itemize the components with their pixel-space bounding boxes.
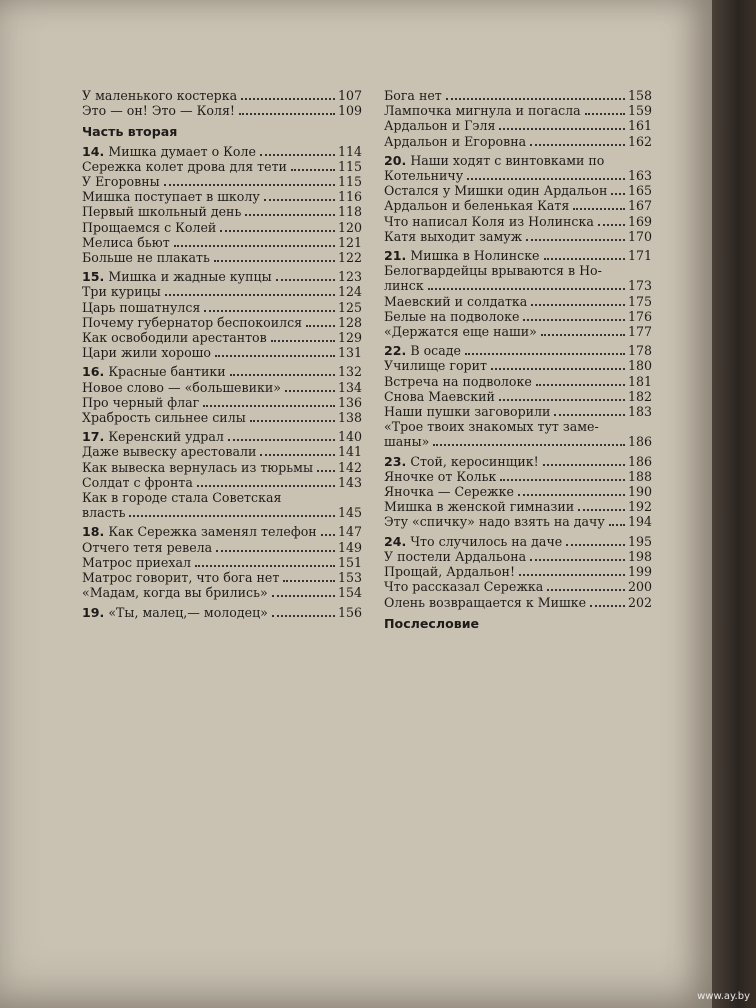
entry-title: Снова Маевский bbox=[384, 388, 495, 404]
dot-leader bbox=[526, 239, 625, 241]
dot-leader bbox=[499, 128, 625, 130]
toc-entry bbox=[384, 294, 652, 309]
entry-title: В осаде bbox=[410, 343, 461, 359]
chapter-number: 15. bbox=[82, 269, 105, 285]
chapter-number: 17. bbox=[82, 429, 105, 445]
entry-title: Что написал Коля из Нолинска bbox=[384, 213, 594, 229]
page-number: 181 bbox=[627, 373, 652, 389]
dot-leader bbox=[203, 405, 335, 407]
entry-title: Училище горит bbox=[384, 358, 487, 374]
toc-entry bbox=[82, 460, 362, 475]
page-number: 161 bbox=[627, 118, 652, 134]
toc-entry bbox=[384, 214, 652, 229]
entry-title: Как вывеска вернулась из тюрьмы bbox=[82, 459, 313, 475]
entry-title: Стой, керосинщик! bbox=[410, 453, 539, 469]
toc-entry bbox=[82, 380, 362, 395]
entry-title: Катя выходит замуж bbox=[384, 228, 523, 244]
toc-entry bbox=[384, 374, 652, 389]
toc-entry bbox=[384, 469, 652, 484]
page-number: 192 bbox=[627, 499, 652, 515]
toc-entry bbox=[82, 475, 362, 490]
page-number: 121 bbox=[337, 234, 362, 250]
toc-chapter-entry bbox=[384, 454, 652, 469]
entry-title: Мишка поступает в школу bbox=[82, 189, 260, 205]
entry-title: Котельничу bbox=[384, 168, 464, 184]
dot-leader bbox=[530, 144, 625, 146]
entry-title: Отчего тетя ревела bbox=[82, 539, 213, 555]
page-number: 114 bbox=[337, 143, 362, 159]
entry-title: Лампочка мигнула и погасла bbox=[384, 103, 581, 119]
toc-entry bbox=[82, 159, 362, 174]
page-number: 190 bbox=[627, 484, 652, 500]
toc-entry bbox=[82, 88, 362, 103]
page-number: 167 bbox=[627, 198, 652, 214]
dot-leader bbox=[272, 615, 335, 617]
dot-leader bbox=[317, 470, 335, 472]
dot-leader bbox=[491, 368, 625, 370]
page-number: 120 bbox=[337, 219, 362, 235]
page-number: 118 bbox=[337, 204, 362, 220]
dot-leader bbox=[523, 319, 625, 321]
dot-leader bbox=[530, 559, 625, 561]
page-number: 109 bbox=[337, 103, 362, 119]
dot-leader bbox=[590, 605, 625, 607]
entry-title: Даже вывеску арестовали bbox=[82, 444, 257, 460]
toc-entry bbox=[82, 220, 362, 235]
dot-leader bbox=[578, 509, 625, 511]
entry-title: шаны» bbox=[384, 434, 430, 450]
dot-leader bbox=[465, 353, 625, 355]
toc-entry bbox=[384, 499, 652, 514]
dot-leader bbox=[519, 574, 625, 576]
entry-title: Три курицы bbox=[82, 284, 161, 300]
chapter-number: 19. bbox=[82, 604, 105, 620]
entry-title: Мишка в Нолинске bbox=[410, 248, 540, 264]
toc-section-heading: Послесловие bbox=[384, 615, 480, 631]
toc-entry bbox=[384, 118, 652, 133]
dot-leader bbox=[271, 340, 335, 342]
toc-entry bbox=[384, 514, 652, 529]
page-number: 202 bbox=[627, 594, 652, 610]
dot-leader bbox=[609, 524, 625, 526]
toc-entry bbox=[384, 229, 652, 244]
page-number: 107 bbox=[337, 88, 362, 103]
chapter-number: 14. bbox=[82, 143, 105, 159]
page-number: 165 bbox=[627, 183, 652, 199]
page-number: 195 bbox=[627, 533, 652, 549]
dot-leader bbox=[204, 310, 335, 312]
dot-leader bbox=[585, 113, 625, 115]
entry-title: Яночка — Сережке bbox=[384, 484, 514, 500]
page-number: 134 bbox=[337, 379, 362, 395]
page-number: 125 bbox=[337, 299, 362, 315]
dot-leader bbox=[276, 279, 335, 281]
toc-entry bbox=[384, 309, 652, 324]
toc-entry bbox=[384, 358, 652, 373]
entry-title: Мелиса бьют bbox=[82, 234, 170, 250]
page-number: 163 bbox=[627, 168, 652, 184]
toc-chapter-entry bbox=[384, 534, 652, 549]
page-number: 115 bbox=[337, 158, 362, 174]
entry-title: Ардальон и беленькая Катя bbox=[384, 198, 570, 214]
dot-leader bbox=[467, 178, 625, 180]
page-number: 199 bbox=[627, 564, 652, 580]
dot-leader bbox=[547, 589, 625, 591]
entry-title: Царь пошатнулся bbox=[82, 299, 201, 315]
entry-title: Эту «спичку» надо взять на дачу bbox=[384, 514, 605, 530]
toc-chapter-entry bbox=[82, 605, 362, 620]
toc-entry bbox=[384, 404, 652, 419]
page-number: 116 bbox=[337, 189, 362, 205]
dot-leader bbox=[215, 355, 335, 357]
entry-title: Матрос приехал bbox=[82, 554, 191, 570]
dot-leader bbox=[531, 304, 625, 306]
page-number: 129 bbox=[337, 330, 362, 346]
toc-entry bbox=[82, 585, 362, 600]
toc-entry bbox=[82, 189, 362, 204]
dot-leader bbox=[228, 439, 335, 441]
toc-entry bbox=[384, 484, 652, 499]
entry-title: линск bbox=[384, 278, 424, 294]
toc-chapter-entry bbox=[384, 153, 652, 168]
entry-title: Что случилось на даче bbox=[410, 533, 563, 549]
dot-leader bbox=[230, 374, 335, 376]
page-number: 140 bbox=[337, 429, 362, 445]
dot-leader bbox=[536, 384, 625, 386]
dot-leader bbox=[285, 390, 335, 392]
entry-title: У маленького костерка bbox=[82, 88, 238, 103]
page-number: 158 bbox=[627, 88, 652, 103]
entry-title: Прощай, Ардальон! bbox=[384, 564, 515, 580]
book-spine bbox=[712, 0, 756, 1008]
entry-title: Матрос говорит, что бога нет bbox=[82, 570, 280, 586]
dot-leader bbox=[245, 214, 335, 216]
dot-leader bbox=[260, 154, 335, 156]
toc-entry bbox=[384, 198, 652, 213]
toc-entry bbox=[82, 505, 362, 520]
chapter-number: 16. bbox=[82, 364, 105, 380]
page-number: 175 bbox=[627, 293, 652, 309]
toc-chapter-entry bbox=[384, 248, 652, 263]
toc-entry bbox=[82, 395, 362, 410]
dot-leader bbox=[195, 565, 335, 567]
entry-title: Мишка думает о Коле bbox=[108, 143, 256, 159]
entry-title: Прощаемся с Колей bbox=[82, 219, 217, 235]
entry-title: Почему губернатор беспокоился bbox=[82, 314, 303, 330]
entry-title: У Егоровны bbox=[82, 174, 160, 190]
page-number: 132 bbox=[337, 364, 362, 380]
dot-leader bbox=[283, 580, 335, 582]
toc-entry bbox=[384, 103, 652, 118]
toc-entry bbox=[82, 570, 362, 585]
toc-entry bbox=[82, 204, 362, 219]
page-number: 124 bbox=[337, 284, 362, 300]
dot-leader bbox=[499, 399, 625, 401]
entry-title: «Ты, малец,— молодец» bbox=[108, 604, 268, 620]
entry-title: Наши пушки заговорили bbox=[384, 404, 551, 420]
toc-chapter-entry bbox=[384, 343, 652, 358]
dot-leader bbox=[598, 224, 625, 226]
page-number: 180 bbox=[627, 358, 652, 374]
dot-leader bbox=[554, 414, 624, 416]
entry-title: Белогвардейцы врываются в Но- bbox=[384, 263, 602, 279]
page-number: 200 bbox=[627, 579, 652, 595]
toc-entry bbox=[82, 444, 362, 459]
entry-title: власть bbox=[82, 505, 126, 521]
toc-entry bbox=[384, 564, 652, 579]
toc-entry bbox=[384, 595, 652, 610]
entry-title: Ардальон и Егоровна bbox=[384, 133, 527, 149]
toc-entry bbox=[82, 103, 362, 118]
toc-entry bbox=[384, 168, 652, 183]
page-number: 154 bbox=[337, 585, 362, 601]
page-number: 123 bbox=[337, 269, 362, 285]
page-number: 156 bbox=[337, 604, 362, 620]
dot-leader bbox=[433, 444, 625, 446]
page-number: 194 bbox=[627, 514, 652, 530]
dot-leader bbox=[543, 464, 625, 466]
toc-entry bbox=[384, 183, 652, 198]
toc-entry bbox=[82, 345, 362, 360]
toc-entry bbox=[82, 555, 362, 570]
page-number: 142 bbox=[337, 459, 362, 475]
toc-chapter-entry bbox=[82, 144, 362, 159]
entry-title: У постели Ардальона bbox=[384, 548, 527, 564]
page-number: 177 bbox=[627, 324, 652, 340]
dot-leader bbox=[164, 184, 335, 186]
dot-leader bbox=[214, 260, 335, 262]
toc-entry bbox=[384, 134, 652, 149]
entry-title: Сережка колет дрова для тети bbox=[82, 158, 287, 174]
toc-entry bbox=[82, 174, 362, 189]
dot-leader bbox=[272, 595, 335, 597]
toc-chapter-entry bbox=[82, 269, 362, 284]
page-number: 198 bbox=[627, 548, 652, 564]
toc-entry bbox=[82, 490, 362, 505]
page-number: 115 bbox=[337, 174, 362, 190]
page-number: 159 bbox=[627, 103, 652, 119]
page-number: 141 bbox=[337, 444, 362, 460]
entry-title: Красные бантики bbox=[108, 364, 226, 380]
dot-leader bbox=[611, 193, 625, 195]
entry-title: «Держатся еще наши» bbox=[384, 324, 537, 340]
dot-leader bbox=[500, 479, 625, 481]
entry-title: Солдат с фронта bbox=[82, 474, 193, 490]
entry-title: Мишка в женской гимназии bbox=[384, 499, 575, 515]
entry-title: Белые на подволоке bbox=[384, 308, 520, 324]
dot-leader bbox=[541, 334, 625, 336]
dot-leader bbox=[250, 420, 335, 422]
entry-title: Ардальон и Гэля bbox=[384, 118, 496, 134]
chapter-number: 24. bbox=[384, 533, 407, 549]
page-number: 183 bbox=[627, 404, 652, 420]
dot-leader bbox=[165, 294, 335, 296]
dot-leader bbox=[291, 169, 335, 171]
page-number: 128 bbox=[337, 314, 362, 330]
page-number: 178 bbox=[627, 343, 652, 359]
entry-title: Храбрость сильнее силы bbox=[82, 410, 246, 426]
dot-leader bbox=[220, 230, 335, 232]
entry-title: Что рассказал Сережка bbox=[384, 579, 544, 595]
toc-entry bbox=[384, 263, 652, 278]
page-number: 131 bbox=[337, 345, 362, 361]
toc-entry bbox=[82, 315, 362, 330]
dot-leader bbox=[129, 515, 334, 517]
toc-entry bbox=[384, 389, 652, 404]
dot-leader bbox=[264, 199, 335, 201]
dot-leader bbox=[573, 208, 625, 210]
page-number: 145 bbox=[337, 505, 362, 521]
toc-entry bbox=[384, 278, 652, 293]
toc-entry bbox=[384, 419, 652, 434]
chapter-number: 18. bbox=[82, 524, 105, 540]
entry-title: Яночке от Кольк bbox=[384, 468, 497, 484]
page-number: 173 bbox=[627, 278, 652, 294]
dot-leader bbox=[216, 550, 335, 552]
page-number: 171 bbox=[627, 248, 652, 264]
dot-leader bbox=[197, 485, 335, 487]
toc-chapter-entry bbox=[82, 364, 362, 379]
entry-title: Как Сережка заменял телефон bbox=[108, 524, 317, 540]
page-number: 151 bbox=[337, 554, 362, 570]
toc-entry bbox=[82, 284, 362, 299]
entry-title: Бога нет bbox=[384, 88, 442, 103]
entry-title: Цари жили хорошо bbox=[82, 345, 211, 361]
dot-leader bbox=[241, 98, 335, 100]
dot-leader bbox=[306, 325, 335, 327]
page-number: 170 bbox=[627, 228, 652, 244]
toc-entry bbox=[384, 324, 652, 339]
dot-leader bbox=[428, 288, 625, 290]
entry-title: Наши ходят с винтовками по bbox=[410, 152, 605, 168]
entry-title: Как освободили арестантов bbox=[82, 330, 267, 346]
entry-title: Остался у Мишки один Ардальон bbox=[384, 183, 608, 199]
toc-entry bbox=[82, 235, 362, 250]
page-number: 188 bbox=[627, 468, 652, 484]
dot-leader bbox=[260, 454, 335, 456]
dot-leader bbox=[544, 258, 625, 260]
page-number: 149 bbox=[337, 539, 362, 555]
dot-leader bbox=[518, 494, 625, 496]
dot-leader bbox=[174, 245, 335, 247]
toc-entry bbox=[82, 540, 362, 555]
entry-title: Первый школьный день bbox=[82, 204, 242, 220]
page-number: 186 bbox=[627, 434, 652, 450]
toc-entry bbox=[384, 579, 652, 594]
page-number: 176 bbox=[627, 308, 652, 324]
toc-entry bbox=[82, 410, 362, 425]
page-number: 182 bbox=[627, 388, 652, 404]
toc-entry bbox=[384, 549, 652, 564]
page-number: 169 bbox=[627, 213, 652, 229]
page-number: 186 bbox=[627, 453, 652, 469]
toc-entry bbox=[82, 330, 362, 345]
page-number: 143 bbox=[337, 474, 362, 490]
toc-right-column bbox=[384, 88, 652, 633]
toc-entry bbox=[384, 434, 652, 449]
page-number: 122 bbox=[337, 250, 362, 266]
chapter-number: 23. bbox=[384, 453, 407, 469]
entry-title: «Мадам, когда вы брились» bbox=[82, 585, 268, 601]
entry-title: «Трое твоих знакомых тут замe- bbox=[384, 419, 599, 435]
entry-title: Как в городе стала Советская bbox=[82, 490, 282, 506]
page-number: 153 bbox=[337, 570, 362, 586]
toc-section-heading: Часть вторая bbox=[82, 124, 178, 140]
page-number: 147 bbox=[337, 524, 362, 540]
page-number: 138 bbox=[337, 410, 362, 426]
toc-entry bbox=[82, 250, 362, 265]
chapter-number: 22. bbox=[384, 343, 407, 359]
toc-chapter-entry bbox=[82, 524, 362, 539]
dot-leader bbox=[239, 113, 335, 115]
toc-entry bbox=[384, 88, 652, 103]
entry-title: Про черный флаг bbox=[82, 394, 200, 410]
page-number: 136 bbox=[337, 394, 362, 410]
chapter-number: 21. bbox=[384, 248, 407, 264]
entry-title: Олень возвращается к Мишке bbox=[384, 594, 587, 610]
entry-title: Мишка и жадные купцы bbox=[108, 269, 272, 285]
dot-leader bbox=[321, 534, 335, 536]
entry-title: Маевский и солдатка bbox=[384, 293, 528, 309]
entry-title: Больше не плакать bbox=[82, 250, 210, 266]
watermark: www.ay.by bbox=[697, 991, 750, 1002]
entry-title: Новое слово — «большевики» bbox=[82, 379, 281, 395]
entry-title: Керенский удрал bbox=[108, 429, 224, 445]
dot-leader bbox=[566, 544, 625, 546]
chapter-number: 20. bbox=[384, 152, 407, 168]
entry-title: Встреча на подволоке bbox=[384, 373, 532, 389]
page-number: 162 bbox=[627, 133, 652, 149]
toc-left-column bbox=[82, 88, 362, 620]
entry-title: Это — он! Это — Коля! bbox=[82, 103, 235, 119]
toc-chapter-entry bbox=[82, 429, 362, 444]
toc-entry bbox=[82, 300, 362, 315]
dot-leader bbox=[446, 98, 625, 100]
